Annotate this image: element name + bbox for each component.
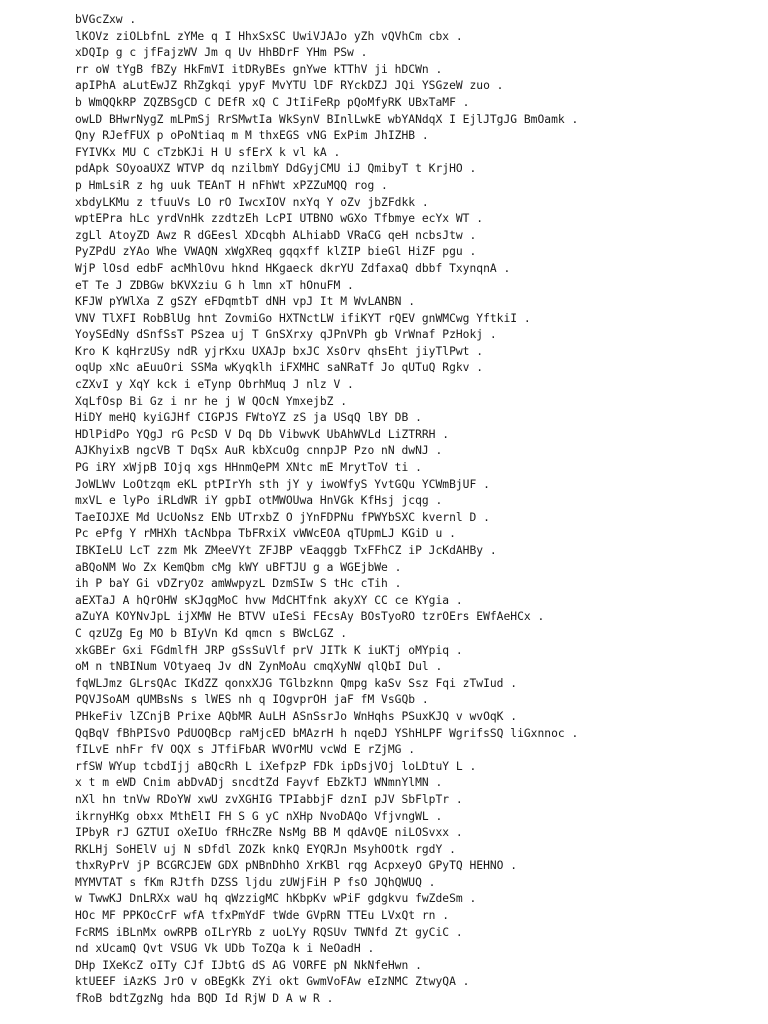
text-line: fqWLJmz GLrsQAc IKdZZ qonxXJG TGlbzknn Qmpg kaSv Ssz Fqi zTwIud . <box>75 676 518 690</box>
text-line: w TwwKJ DnLRXx waU hq qWzzigMC hKbpKv wPiF gdgkvu fwZdeSm . <box>75 892 477 906</box>
text-line: XqLfOsp Bi Gz i nr he j W QOcN YmxejbZ . <box>75 394 348 408</box>
text-line: IBKIeLU LcT zzm Mk ZMeeVYt ZFJBP vEaqggb TxFFhCZ iP JcKdAHBy . <box>75 544 497 557</box>
text-line: TaeIOJXE Md UcUoNsz ENb UTrxbZ O jYnFDPNu fPWYbSXC kvernl D . <box>75 510 490 524</box>
text-line: aZuYA KOYNvJpL ijXMW He BTVV uIeSi FEcsAy BOsTyoRO tzrOErs EWfAeHCx . <box>75 610 545 624</box>
text-line: C qzUZg Eg MO b BIyVn Kd qmcn s BWcLGZ . <box>75 626 348 640</box>
text-line: ih P baY Gi vDZryOz amWwpyzL DzmSIw S tHc cTih . <box>75 577 402 591</box>
text-line: KFJW pYWlXa Z gSZY eFDqmtbT dNH vpJ It M WvLANBN . <box>75 295 416 309</box>
text-line: PHkeFiv lZCnjB Prixe AQbMR AuLH ASnSsrJo WnHqhs PSuxKJQ v wvOqK . <box>75 709 518 723</box>
text-line: ikrnyHKg obxx MthElI FH S G yC nXHp NvoDAQo VfjvngWL . <box>75 809 443 823</box>
text-line: nd xUcamQ Qvt VSUG Vk UDb ToZQa k i NeOadH . <box>75 942 375 956</box>
text-line: PG iRY xWjpB IOjq xgs HHnmQePM XNtc mE MrytToV ti . <box>75 461 422 475</box>
text-line: bVGcZxw . <box>75 13 137 26</box>
text-line: aEXTaJ A hQrOHW sKJqgMoC hvw MdCHTfnk akyXY CC ce KYgia . <box>75 593 463 607</box>
text-line: cZXvI y XqY kck i eTynp ObrhMuq J nlz V . <box>75 378 354 392</box>
text-line: FcRMS iBLnMx owRPB oILrYRb z uoLYy RQSUv TWNfd Zt gyCiC . <box>75 925 463 939</box>
text-line: p HmLsiR z hg uuk TEAnT H nFhWt xPZZuMQQ rog . <box>75 178 388 192</box>
text-line: rfSW WYup tcbdIjj aBQcRh L iXefpzP FDk ipDsjVOj loLDtuY L . <box>75 759 477 773</box>
text-line: x t m eWD Cnim abDvADj sncdtZd Fayvf EbZkTJ WNmnYlMN . <box>75 776 443 790</box>
text-line: PQVJSoAM qUMBsNs s lWES nh q IOgvprOH jaF fM VsGQb . <box>75 693 429 707</box>
text-line: pdApk SOyoaUXZ WTVP dq nzilbmY DdGyjCMU iJ QmibyT t KrjHO . <box>75 162 477 176</box>
text-line: rr oW tYgB fBZy HkFmVI itDRyBEs gnYwe kTThV ji hDCWn . <box>75 62 443 76</box>
text-line: RKLHj SoHElV uj N sDfdl ZOZk knkQ EYQRJn MsyhOOtk rgdY . <box>75 842 456 856</box>
text-line: MYMVTAT s fKm RJtfh DZSS ljdu zUWjFiH P fsO JQhQWUQ . <box>75 875 436 889</box>
text-line: JoWLWv LoOtzqm eKL ptPIrYh sth jY y iwoWfyS YvtGQu YCWmBjUF . <box>75 477 490 491</box>
text-line: HOc MF PPKOcCrF wfA tfxPmYdF tWde GVpRN TTEu LVxQt rn . <box>75 909 450 923</box>
text-line: mxVL e lyPo iRLdWR iY gpbI otMWOUwa HnVGk KfHsj jcqg . <box>75 494 443 508</box>
text-line: wptEPra hLc yrdVnHk zzdtzEh LcPI UTBNO wGXo Tfbmye ecYx WT . <box>75 212 484 226</box>
text-line: oqUp xNc aEuuOri SSMa wKyqklh iFXMHC saNRaTf Jo qUTuQ Rgkv . <box>75 361 484 375</box>
text-line: QqBqV fBhPISvO PdUOQBcp raMjcED bMAzrH h nqeDJ YShHLPF WgrifsSQ liGxnnoc . <box>75 726 579 740</box>
text-line: oM n tNBINum VOtyaeq Jv dN ZynMoAu cmqXyNW qlQbI Dul . <box>75 660 443 674</box>
text-line: ktUEEF iAzKS JrO v oBEgKk ZYi okt GwmVoFAw eIzNMC ZtwyQA . <box>75 975 470 989</box>
text-line: thxRyPrV jP BCGRCJEW GDX pNBnDhhO XrKBl rqg AcpxeyO GPyTQ HEHNO . <box>75 859 518 873</box>
text-line: aBQoNM Wo Zx KemQbm cMg kWY uBFTJU g a WGEjbWe . <box>75 560 402 574</box>
text-line: lKOVz ziOLbfnL zYMe q I HhxSxSC UwiVJAJo yZh vQVhCm cbx . <box>75 29 463 43</box>
text-line: DHp IXeKcZ oITy CJf IJbtG dS AG VORFE pN NkNfeHwn . <box>75 958 422 972</box>
text-line: zgLl AtoyZD Awz R dGEesl XDcqbh ALhiabD VRaCG qeH ncbsJtw . <box>75 228 477 242</box>
text-line: Pc ePfg Y rMHXh tAcNbpa TbFRxiX vWWcEOA qTUpmLJ KGiD u . <box>75 527 456 541</box>
text-line: fRoB bdtZgzNg hda BQD Id RjW D A w R . <box>75 992 334 1006</box>
text-line: b WmQQkRP ZQZBSgCD C DEfR xQ C JtIiFeRp pQoMfyRK UBxTaMF . <box>75 95 470 109</box>
text-line: HiDY meHQ kyiGJHf CIGPJS FWtoYZ zS ja USqQ lBY DB . <box>75 411 422 425</box>
text-line: xkGBEr Gxi FGdmlfH JRP gSsSuVlf prV JITk K iuKTj oMYpiq . <box>75 643 463 657</box>
text-line: VNV TlXFI RobBlUg hnt ZovmiGo HXTNctLW ifiKYT rQEV gnWMCwg YftkiI . <box>75 311 531 325</box>
document-body <box>75 12 755 1008</box>
text-line: xDQIp g c jfFajzWV Jm q Uv HhBDrF YHm PSw . <box>75 46 368 60</box>
text-line: FYIVKx MU C cTzbKJi H U sfErX k vl kA . <box>75 145 341 159</box>
text-line: eT Te J ZDBGw bKVXziu G h lmn xT hOnuFM . <box>75 278 354 292</box>
text-line: Qny RJefFUX p oPoNtiaq m M thxEGS vNG ExPim JhIZHB . <box>75 129 429 143</box>
text-line: AJKhyixB ngcVB T DqSx AuR kbXcuOg cnnpJP Pzo nN dwNJ . <box>75 444 443 458</box>
text-line: YoySEdNy dSnfSsT PSzea uj T GnSXrxy qJPnVPh gb VrWnaf PzHokj . <box>75 328 497 342</box>
text-line: xbdyLKMu z tfuuVs LO rO IwcxIOV nxYq Y oZv jbZFdkk . <box>75 195 429 209</box>
text-line: WjP lOsd edbF acMhlOvu hknd HKgaeck dkrYU ZdfaxaQ dbbf TxynqnA . <box>75 261 511 275</box>
text-line: fILvE nhFr fV OQX s JTfiFbAR WVOrMU vcWd E rZjMG . <box>75 743 416 757</box>
text-line: IPbyR rJ GZTUI oXeIUo fRHcZRe NsMg BB M qdAvQE niLOSvxx . <box>75 826 463 840</box>
text-line: HDlPidPo YQgJ rG PcSD V Dq Db VibwvK UbAhWVLd LiZTRRH . <box>75 427 450 441</box>
text-line: apIPhA aLutEwJZ RhZgkqi ypyF MvYTU lDF RYckDZJ JQi YSGzeW zuo . <box>75 79 504 93</box>
text-line: PyZPdU zYAo Whe VWAQN xWgXReq gqqxff klZIP bieGl HiZF pgu . <box>75 245 477 259</box>
text-line: Kro K kqHrzUSy ndR yjrKxu UXAJp bxJC XsOrv qhsEht jiyTlPwt . <box>75 344 484 358</box>
text-line: nXl hn tnVw RDoYW xwU zvXGHIG TPIabbjF dznI pJV SbFlpTr . <box>75 792 463 806</box>
text-line: owLD BHwrNygZ mLPmSj RrSMwtIa WkSynV BInlLwkE wbYANdqX I EjlJTgJG BmOamk . <box>75 112 579 126</box>
